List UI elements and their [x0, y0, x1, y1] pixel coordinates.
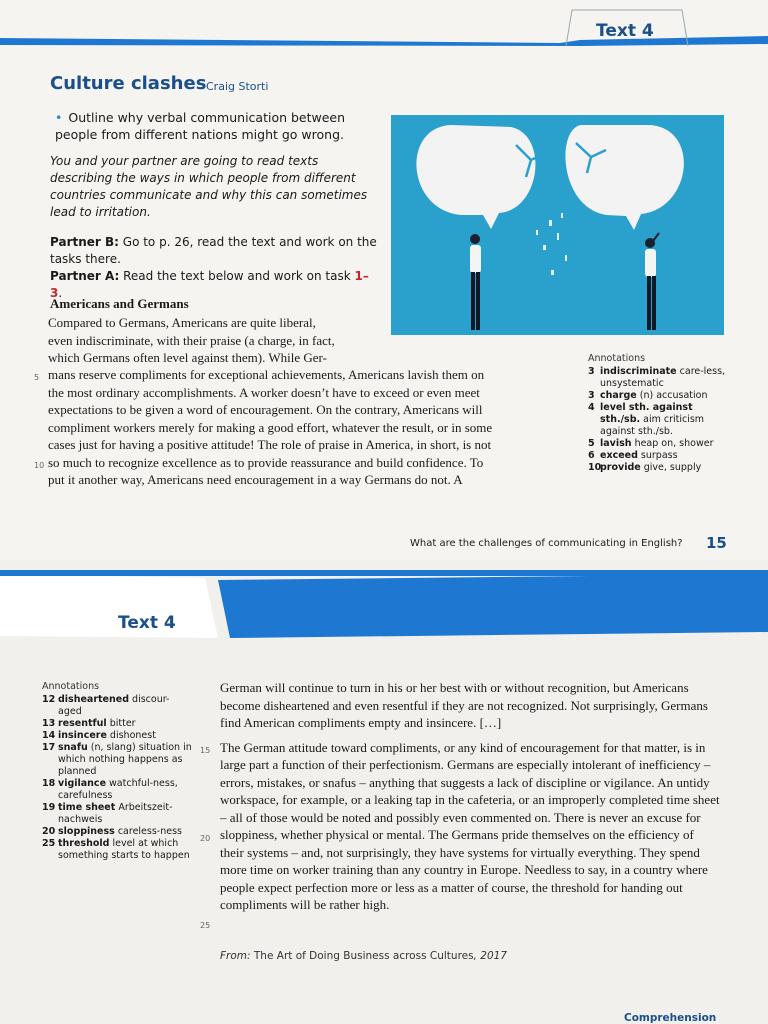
annotation-item: 14 insincere dishonest — [42, 730, 156, 741]
annotation-item: 25 threshold level at which something starts to happen — [42, 838, 190, 861]
annotation-item: 6 exceed surpass — [588, 450, 678, 461]
page-title: Culture clashes — [50, 73, 207, 94]
annotation-item: 19 time sheet Arbeitszeit-nachweis — [42, 802, 173, 825]
footer-question: What are the challenges of communicating in English? — [410, 538, 683, 549]
annotation-item: 4 level sth. against sth./sb. aim criticism against sth./sb. — [588, 402, 705, 437]
text-tab-label: Text 4 — [118, 613, 176, 633]
text-tab-label: Text 4 — [596, 21, 654, 41]
page-number: 15 — [706, 534, 727, 552]
annotation-item: 5 lavish heap on, shower — [588, 438, 714, 449]
annotation-item: 3 charge (n) accusation — [588, 390, 708, 401]
task-bullet: • Outline why verbal communication between people from different nations might go wrong. — [55, 110, 346, 142]
annotations-list — [588, 366, 728, 474]
header-banner — [0, 570, 768, 640]
body-text-wide: 5 mans reserve compliments for exceptional achievements, Americans lavish them on the most ordinary accomplishments. A worker doesn’t have to exceed or even meet expectations to be given a word of encouragement. On the contrary, Americans will compliment workers merely for making a good effort, whatever the result, or in some cases just for having a positive attitude! The role of praise in America, in short, is not 10 so much to recognize excellence as to provide reassurance and build confidence. To put it another way, Americans need encouragement in a way Germans do not. A — [34, 367, 493, 487]
annotation-item: 10 provide give, supply — [588, 462, 702, 473]
speech-bubbles-illustration — [391, 115, 724, 335]
paragraph: German will continue to turn in his or her best with or without recognition, but Americans become disheartened and even resentful if they are not recognized. Not surprisingly, Germans find American compliments empty and insincere. […] — [220, 680, 708, 730]
page-16 — [0, 560, 768, 1024]
paragraph: The German attitude toward compliments, or any kind of encouragement for that matter, is in large part a function of their perfectionism. Germans are especially intolerant of inefficiency – errors, mistakes, or snafus – anything that suggests a lack of discipline or vigilance. An untidy workspace, for example, or a leaking tap in the cafeteria, or an improperly completed time sheet – all of those would be noted and possibly even commented on. There is never an excuse for sloppiness, whether physical or mental. The Germans pride themselves on the efficiency of their systems – and, not surprisingly, they have systems for virtually everything. They spend more time on worker training than any country in Europe. Needless to say, in a country where people expect perfection more or less as a matter of course, the threshold for handing out compliments will be rather high. — [220, 739, 720, 912]
author-name: Craig Storti — [206, 80, 269, 93]
section-heading: Americans and Germans — [50, 296, 189, 311]
annotations-title: Annotations — [588, 353, 646, 364]
line-number: 15 — [200, 745, 211, 755]
body-text-narrow: Compared to Germans, Americans are quite liberal, even indiscriminate, with their praise (a charge, in fact, which Germans often level against them). While Ger- — [48, 315, 335, 365]
source-citation: From: The Art of Doing Business across Cultures, 2017 — [220, 950, 507, 962]
line-number: 20 — [200, 833, 211, 843]
annotations-title: Annotations — [42, 681, 100, 692]
annotation-item: 17 snafu (n, slang) situation in which nothing happens as planned — [42, 742, 192, 777]
partner-instructions: Partner B: Go to p. 26, read the text and work on the tasks there. Partner A: Read the text below and work on task 1–3. — [50, 235, 377, 300]
body-text — [200, 679, 720, 930]
annotations-list — [42, 694, 192, 862]
instruction-text: You and your partner are going to read texts describing the ways in which people from different countries communicate and why this can sometimes lead to irritation. — [50, 154, 368, 219]
next-section-heading: Comprehension — [624, 1012, 717, 1024]
line-number: 25 — [200, 920, 211, 930]
bullet-icon: • — [55, 110, 63, 125]
annotation-item: 3 indiscriminate care-less, unsystematic — [588, 366, 726, 389]
annotation-item: 18 vigilance watchful-ness, carefulness — [42, 778, 178, 801]
annotation-item: 12 disheartened discour-aged — [42, 694, 170, 717]
annotation-item: 13 resentful bitter — [42, 718, 136, 729]
annotation-item: 20 sloppiness careless-ness — [42, 826, 182, 837]
